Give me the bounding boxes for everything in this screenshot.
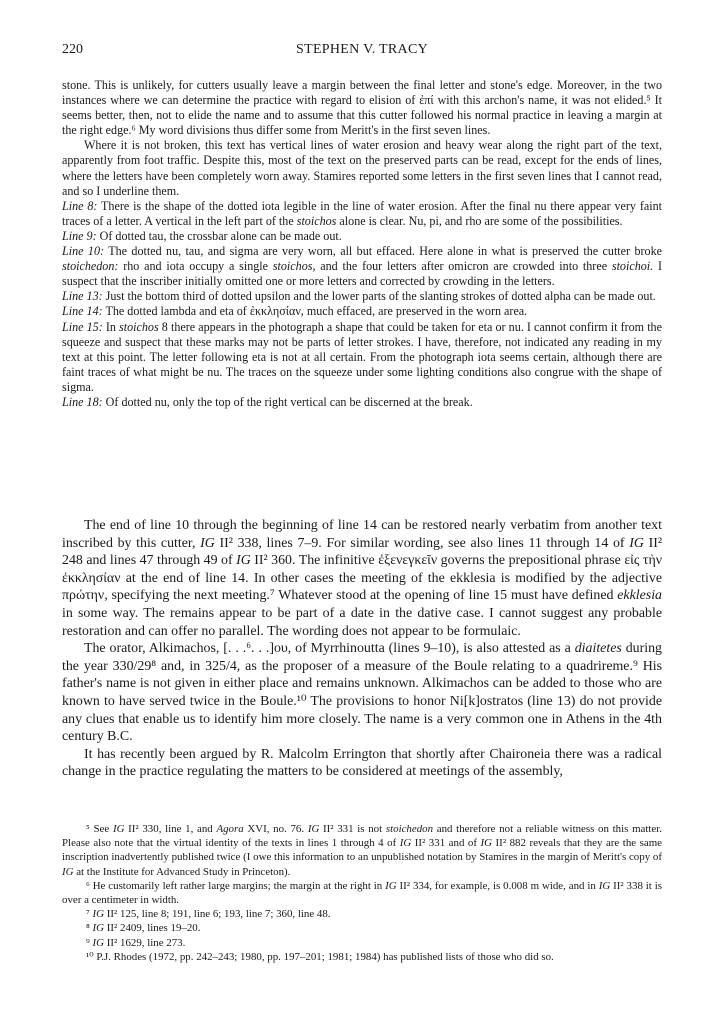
running-header xyxy=(62,42,662,60)
running-head-author: STEPHEN V. TRACY xyxy=(296,42,428,57)
body-paragraph: It has recently been argued by R. Malcolm Errington that shortly after Chaironeia there was a radical change in the practice regulating the matters to be considered at meetings of the assembly, xyxy=(62,746,662,780)
line-label: Line 8: xyxy=(62,198,98,213)
line-label: Line 18: xyxy=(62,394,103,409)
main-text xyxy=(62,517,662,781)
footnote-9: ⁹ IG II² 1629, line 273. xyxy=(86,936,186,949)
footnote-8: ⁸ IG II² 2409, lines 19–20. xyxy=(86,922,201,935)
line-note-18: Line 18: Of dotted nu, only the top of the right vertical can be discerned at the break. xyxy=(62,394,473,409)
line-label: Line 10: xyxy=(62,244,105,259)
commentary-paragraph: stone. This is unlikely, for cutters usually leave a margin between the final letter and stone's edge. Moreover, in the two instances where we can determine the practice with regard to elision of ἐπί with this archon's name, it was not elided.⁵ It seems better, then, not to elide the name and to assume that this cutter followed his normal practice in leaving a margin at the right edge.⁶ My word divisions thus differ some from Meritt's in the first seven lines. xyxy=(62,78,662,138)
body-paragraph: The orator, Alkimachos, [. . .⁶. . .]ου, of Myrrhinoutta (lines 9–10), is also attested as a diaitetes during the year 330/29⁸ and, in 325/4, as the proposer of a measure of the Boule relating to a quadrireme.⁹ His father's name is not given in either place and remains unknown. Alkimachos can be added to those who are known to have served twice in the Boule.¹⁰ The provisions to honor Ni[k]ostratos (line 13) do not provide any clues that enable us to identify him more closely. The name is a very common one in Athens in the 4th century B.C. xyxy=(62,641,662,745)
footnote-6: ⁶ He customarily left rather large margins; the margin at the right in IG II² 334, for example, is 0.008 m wide, and in IG II² 338 it is over a centimeter in width. xyxy=(62,879,662,907)
commentary-paragraph: Where it is not broken, this text has vertical lines of water erosion and heavy wear along the right part of the text, apparently from foot traffic. Despite this, most of the text on the preserved parts can be read, except for the ends of lines, where the letters have been completely worn away. Stamires reported some letters in the first seven lines that I cannot read, and so I underline them. xyxy=(62,138,662,198)
line-note-10: Line 10: The dotted nu, tau, and sigma are very worn, all but effaced. Here alone in what is preserved the cutter broke stoichedon: rho and iota occupy a single stoichos, and the four letters after omicron are crowded into three stoichoi. I suspect that the inscriber initially omitted one or more letters and corrected by crowding in the letters. xyxy=(62,244,662,289)
footnote-7: ⁷ IG II² 125, line 8; 191, line 6; 193, line 7; 360, line 48. xyxy=(86,908,331,921)
line-label: Line 13: xyxy=(62,289,103,304)
body-paragraph: The end of line 10 through the beginning of line 14 can be restored nearly verbatim from another text inscribed by this cutter, IG II² 338, lines 7–9. For similar wording, see also lines 11 through 14 of IG II² 248 and lines 47 through 49 of IG II² 360. The infinitive ἐξενεγκεῖν governs the prepositional phrase εἰς τὴν ἐκκλησίαν at the end of line 14. In other cases the meeting of the ekklesia is modified by the adjective πρώτην, specifying the next meeting.⁷ Whatever stood at the opening of line 15 must have defined ekklesia in some way. The remains appear to be part of a date in the dative case. I cannot suggest any probable restoration and can offer no parallel. The wording does not appear to be formulaic. xyxy=(62,518,663,639)
line-label: Line 15: xyxy=(62,319,103,334)
line-note-8: Line 8: There is the shape of the dotted iota legible in the line of water erosion. After the final nu there appear very faint traces of a letter. A vertical in the left part of the stoichos alone is clear. Nu, pi, and rho are some of the possibilities. xyxy=(62,198,662,228)
footnote-5: ⁵ See IG II² 330, line 1, and Agora XVI, no. 76. IG II² 331 is not stoichedon and therefore not a reliable witness on this matter. Please also note that the virtual identity of the texts in lines 1 through 4 of IG II² 331 and of IG II² 882 reveals that they are the same inscription inadvertently published twice (I owe this information to an unpublished notation by Stamires in the margin of Meritt's copy of IG at the Institute for Advanced Study in Princeton). xyxy=(62,823,663,878)
line-label: Line 14: xyxy=(62,304,103,319)
line-note-15: Line 15: In stoichos 8 there appears in the photograph a shape that could be taken for eta or nu. I cannot confirm it from the squeeze and suspect that these marks may not be parts of letter strokes. I have, therefore, not indicated any reading in my text at this point. The letter following eta is not at all certain. From the photograph iota seems certain, although there are faint traces of what might be nu. The traces on the squeeze under some lighting conditions also congrue with the shape of sigma. xyxy=(62,319,662,394)
epigraphic-commentary xyxy=(62,78,662,410)
line-note-14: Line 14: The dotted lambda and eta of ἐκκλησίαν, much effaced, are preserved in the worn area. xyxy=(62,304,528,319)
line-note-13: Line 13: Just the bottom third of dotted upsilon and the lower parts of the slanting strokes of dotted alpha can be made out. xyxy=(62,289,656,304)
line-label: Line 9: xyxy=(62,228,97,243)
footnotes xyxy=(62,822,662,964)
line-note-9: Line 9: Of dotted tau, the crossbar alone can be made out. xyxy=(62,228,342,243)
footnote-10: ¹⁰ P.J. Rhodes (1972, pp. 242–243; 1980, pp. 197–201; 1981; 1984) has published lists of those who did so. xyxy=(86,950,554,963)
page-number: 220 xyxy=(62,42,83,57)
